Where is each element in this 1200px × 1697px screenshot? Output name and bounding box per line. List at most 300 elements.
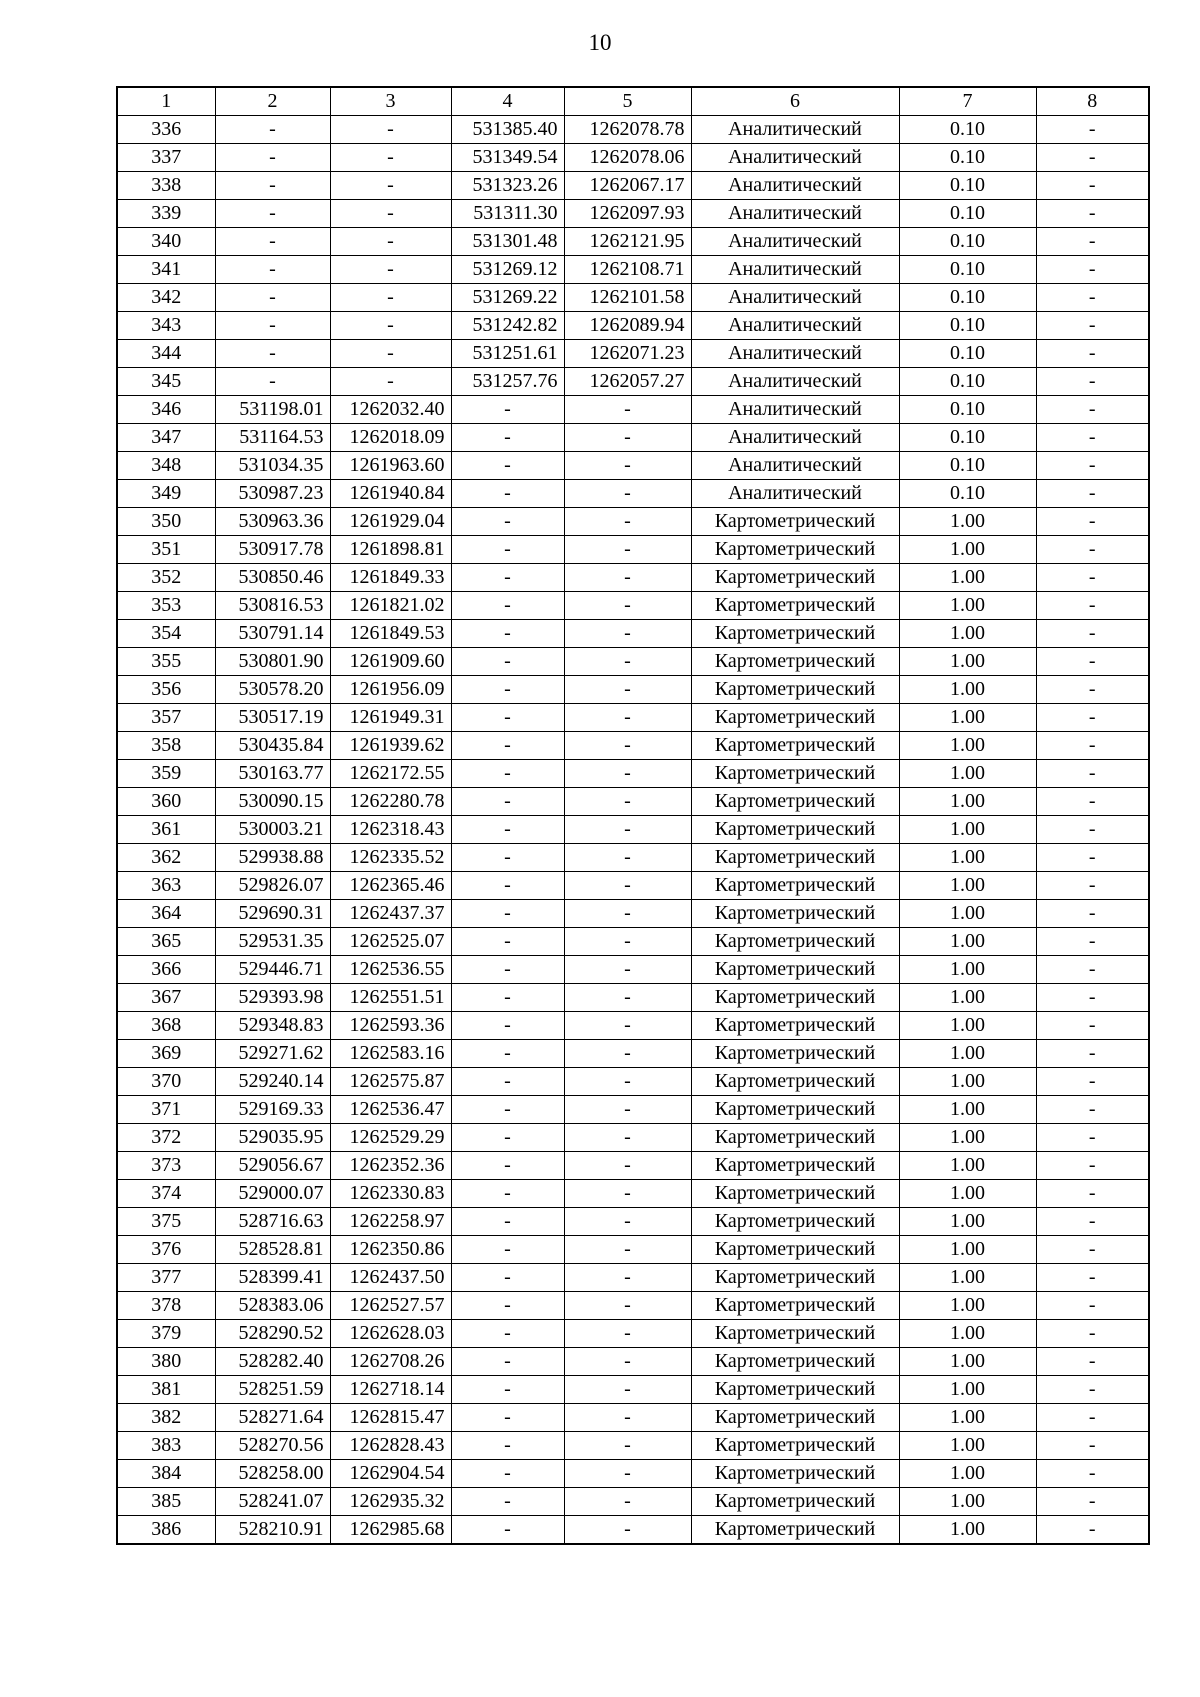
x-coordinate-cell: 530816.53: [215, 592, 330, 620]
column-header: 2: [215, 87, 330, 116]
x-coordinate-cell: 529446.71: [215, 956, 330, 984]
table-row: [117, 1460, 1149, 1488]
point-number-cell: 355: [117, 648, 215, 676]
table-row: [117, 1432, 1149, 1460]
x-coordinate-alt-cell: -: [451, 760, 564, 788]
x-coordinate-alt-cell: -: [451, 676, 564, 704]
accuracy-cell: 1.00: [899, 816, 1036, 844]
table-row: [117, 200, 1149, 228]
y-coordinate-alt-cell: -: [564, 396, 691, 424]
x-coordinate-cell: 530963.36: [215, 508, 330, 536]
description-cell: -: [1036, 284, 1149, 312]
y-coordinate-alt-cell: -: [564, 592, 691, 620]
y-coordinate-cell: 1262172.55: [330, 760, 451, 788]
y-coordinate-cell: 1262529.29: [330, 1124, 451, 1152]
y-coordinate-alt-cell: -: [564, 536, 691, 564]
y-coordinate-alt-cell: 1262057.27: [564, 368, 691, 396]
x-coordinate-alt-cell: -: [451, 1320, 564, 1348]
table-row: [117, 760, 1149, 788]
accuracy-cell: 0.10: [899, 228, 1036, 256]
x-coordinate-alt-cell: -: [451, 480, 564, 508]
point-number-cell: 344: [117, 340, 215, 368]
table-row: [117, 592, 1149, 620]
y-coordinate-alt-cell: -: [564, 620, 691, 648]
point-number-cell: 358: [117, 732, 215, 760]
x-coordinate-alt-cell: -: [451, 872, 564, 900]
table-row: [117, 1292, 1149, 1320]
x-coordinate-alt-cell: 531269.12: [451, 256, 564, 284]
table-row: [117, 144, 1149, 172]
x-coordinate-alt-cell: 531349.54: [451, 144, 564, 172]
point-number-cell: 336: [117, 116, 215, 144]
method-cell: Картометрический: [691, 1516, 899, 1545]
description-cell: -: [1036, 396, 1149, 424]
x-coordinate-alt-cell: 531242.82: [451, 312, 564, 340]
y-coordinate-cell: 1262583.16: [330, 1040, 451, 1068]
y-coordinate-alt-cell: -: [564, 1432, 691, 1460]
method-cell: Картометрический: [691, 1096, 899, 1124]
table-row: [117, 844, 1149, 872]
description-cell: -: [1036, 1040, 1149, 1068]
point-number-cell: 369: [117, 1040, 215, 1068]
description-cell: -: [1036, 1320, 1149, 1348]
y-coordinate-cell: 1261909.60: [330, 648, 451, 676]
y-coordinate-cell: -: [330, 144, 451, 172]
x-coordinate-cell: 528210.91: [215, 1516, 330, 1545]
point-number-cell: 379: [117, 1320, 215, 1348]
y-coordinate-alt-cell: -: [564, 1180, 691, 1208]
y-coordinate-cell: 1262525.07: [330, 928, 451, 956]
x-coordinate-cell: -: [215, 340, 330, 368]
description-cell: -: [1036, 1432, 1149, 1460]
table-row: [117, 256, 1149, 284]
method-cell: Аналитический: [691, 144, 899, 172]
table-row: [117, 1488, 1149, 1516]
x-coordinate-cell: 528716.63: [215, 1208, 330, 1236]
description-cell: -: [1036, 900, 1149, 928]
x-coordinate-alt-cell: -: [451, 1096, 564, 1124]
table-row: [117, 1236, 1149, 1264]
x-coordinate-cell: 530090.15: [215, 788, 330, 816]
x-coordinate-alt-cell: -: [451, 648, 564, 676]
table-row: [117, 480, 1149, 508]
point-number-cell: 338: [117, 172, 215, 200]
y-coordinate-cell: 1262330.83: [330, 1180, 451, 1208]
y-coordinate-cell: -: [330, 172, 451, 200]
table-row: [117, 1068, 1149, 1096]
table-row: [117, 1320, 1149, 1348]
description-cell: -: [1036, 508, 1149, 536]
y-coordinate-cell: 1262032.40: [330, 396, 451, 424]
point-number-cell: 365: [117, 928, 215, 956]
x-coordinate-alt-cell: -: [451, 396, 564, 424]
description-cell: -: [1036, 1152, 1149, 1180]
x-coordinate-alt-cell: -: [451, 1488, 564, 1516]
description-cell: -: [1036, 648, 1149, 676]
table-row: [117, 928, 1149, 956]
point-number-cell: 342: [117, 284, 215, 312]
y-coordinate-cell: 1262718.14: [330, 1376, 451, 1404]
y-coordinate-alt-cell: -: [564, 1208, 691, 1236]
y-coordinate-alt-cell: -: [564, 704, 691, 732]
description-cell: -: [1036, 704, 1149, 732]
accuracy-cell: 1.00: [899, 1404, 1036, 1432]
description-cell: -: [1036, 200, 1149, 228]
description-cell: -: [1036, 1012, 1149, 1040]
table-row: [117, 564, 1149, 592]
y-coordinate-cell: 1262628.03: [330, 1320, 451, 1348]
method-cell: Картометрический: [691, 1208, 899, 1236]
x-coordinate-alt-cell: -: [451, 1460, 564, 1488]
y-coordinate-alt-cell: -: [564, 1460, 691, 1488]
x-coordinate-cell: 528270.56: [215, 1432, 330, 1460]
description-cell: -: [1036, 340, 1149, 368]
table-row: [117, 1348, 1149, 1376]
y-coordinate-alt-cell: -: [564, 1516, 691, 1545]
method-cell: Картометрический: [691, 816, 899, 844]
x-coordinate-cell: 530801.90: [215, 648, 330, 676]
y-coordinate-cell: -: [330, 340, 451, 368]
accuracy-cell: 1.00: [899, 1488, 1036, 1516]
x-coordinate-cell: 531164.53: [215, 424, 330, 452]
column-header: 3: [330, 87, 451, 116]
y-coordinate-cell: -: [330, 200, 451, 228]
y-coordinate-alt-cell: -: [564, 1040, 691, 1068]
x-coordinate-alt-cell: 531311.30: [451, 200, 564, 228]
description-cell: -: [1036, 760, 1149, 788]
table-row: [117, 956, 1149, 984]
method-cell: Картометрический: [691, 956, 899, 984]
y-coordinate-alt-cell: -: [564, 1348, 691, 1376]
x-coordinate-cell: 528290.52: [215, 1320, 330, 1348]
description-cell: -: [1036, 1404, 1149, 1432]
point-number-cell: 339: [117, 200, 215, 228]
point-number-cell: 362: [117, 844, 215, 872]
method-cell: Картометрический: [691, 564, 899, 592]
point-number-cell: 375: [117, 1208, 215, 1236]
y-coordinate-alt-cell: -: [564, 1236, 691, 1264]
x-coordinate-cell: 530435.84: [215, 732, 330, 760]
table-row: [117, 648, 1149, 676]
description-cell: -: [1036, 1124, 1149, 1152]
description-cell: -: [1036, 256, 1149, 284]
y-coordinate-alt-cell: 1262108.71: [564, 256, 691, 284]
y-coordinate-cell: 1262904.54: [330, 1460, 451, 1488]
accuracy-cell: 1.00: [899, 1320, 1036, 1348]
method-cell: Аналитический: [691, 340, 899, 368]
y-coordinate-cell: 1262280.78: [330, 788, 451, 816]
point-number-cell: 383: [117, 1432, 215, 1460]
table-row: [117, 312, 1149, 340]
point-number-cell: 372: [117, 1124, 215, 1152]
y-coordinate-alt-cell: -: [564, 984, 691, 1012]
y-coordinate-alt-cell: -: [564, 648, 691, 676]
point-number-cell: 349: [117, 480, 215, 508]
method-cell: Картометрический: [691, 1068, 899, 1096]
point-number-cell: 345: [117, 368, 215, 396]
accuracy-cell: 1.00: [899, 956, 1036, 984]
accuracy-cell: 1.00: [899, 1208, 1036, 1236]
accuracy-cell: 1.00: [899, 732, 1036, 760]
x-coordinate-cell: 530517.19: [215, 704, 330, 732]
table-row: [117, 1516, 1149, 1545]
method-cell: Аналитический: [691, 452, 899, 480]
description-cell: -: [1036, 480, 1149, 508]
y-coordinate-cell: 1262708.26: [330, 1348, 451, 1376]
x-coordinate-alt-cell: -: [451, 1432, 564, 1460]
accuracy-cell: 1.00: [899, 928, 1036, 956]
table-row: [117, 984, 1149, 1012]
x-coordinate-cell: 528399.41: [215, 1264, 330, 1292]
x-coordinate-alt-cell: -: [451, 620, 564, 648]
y-coordinate-alt-cell: 1262078.78: [564, 116, 691, 144]
x-coordinate-alt-cell: -: [451, 1124, 564, 1152]
method-cell: Картометрический: [691, 844, 899, 872]
y-coordinate-cell: -: [330, 284, 451, 312]
table-body: [117, 116, 1149, 1545]
y-coordinate-cell: 1262335.52: [330, 844, 451, 872]
method-cell: Аналитический: [691, 116, 899, 144]
method-cell: Картометрический: [691, 1012, 899, 1040]
accuracy-cell: 1.00: [899, 1152, 1036, 1180]
point-number-cell: 381: [117, 1376, 215, 1404]
description-cell: -: [1036, 116, 1149, 144]
x-coordinate-cell: 530850.46: [215, 564, 330, 592]
x-coordinate-alt-cell: 531385.40: [451, 116, 564, 144]
description-cell: -: [1036, 536, 1149, 564]
description-cell: -: [1036, 172, 1149, 200]
accuracy-cell: 1.00: [899, 760, 1036, 788]
description-cell: -: [1036, 452, 1149, 480]
method-cell: Картометрический: [691, 872, 899, 900]
x-coordinate-cell: 529169.33: [215, 1096, 330, 1124]
table-row: [117, 1208, 1149, 1236]
y-coordinate-cell: 1262985.68: [330, 1516, 451, 1545]
description-cell: -: [1036, 844, 1149, 872]
method-cell: Картометрический: [691, 1488, 899, 1516]
x-coordinate-alt-cell: -: [451, 1068, 564, 1096]
x-coordinate-alt-cell: -: [451, 1236, 564, 1264]
description-cell: -: [1036, 1348, 1149, 1376]
point-number-cell: 385: [117, 1488, 215, 1516]
description-cell: -: [1036, 620, 1149, 648]
description-cell: -: [1036, 144, 1149, 172]
x-coordinate-alt-cell: -: [451, 452, 564, 480]
y-coordinate-cell: 1262536.47: [330, 1096, 451, 1124]
description-cell: -: [1036, 1488, 1149, 1516]
point-number-cell: 384: [117, 1460, 215, 1488]
accuracy-cell: 1.00: [899, 648, 1036, 676]
accuracy-cell: 0.10: [899, 312, 1036, 340]
x-coordinate-alt-cell: 531323.26: [451, 172, 564, 200]
x-coordinate-cell: 529826.07: [215, 872, 330, 900]
point-number-cell: 348: [117, 452, 215, 480]
table-row: [117, 1152, 1149, 1180]
point-number-cell: 357: [117, 704, 215, 732]
method-cell: Картометрический: [691, 592, 899, 620]
description-cell: -: [1036, 1376, 1149, 1404]
x-coordinate-cell: 529531.35: [215, 928, 330, 956]
y-coordinate-alt-cell: 1262097.93: [564, 200, 691, 228]
x-coordinate-alt-cell: -: [451, 928, 564, 956]
table-row: [117, 788, 1149, 816]
accuracy-cell: 1.00: [899, 984, 1036, 1012]
table-row: [117, 284, 1149, 312]
x-coordinate-cell: -: [215, 172, 330, 200]
description-cell: -: [1036, 1180, 1149, 1208]
x-coordinate-cell: 528528.81: [215, 1236, 330, 1264]
y-coordinate-alt-cell: 1262071.23: [564, 340, 691, 368]
method-cell: Картометрический: [691, 620, 899, 648]
accuracy-cell: 1.00: [899, 872, 1036, 900]
table-row: [117, 704, 1149, 732]
x-coordinate-alt-cell: -: [451, 1180, 564, 1208]
x-coordinate-cell: 530987.23: [215, 480, 330, 508]
point-number-cell: 350: [117, 508, 215, 536]
y-coordinate-alt-cell: -: [564, 424, 691, 452]
y-coordinate-alt-cell: -: [564, 872, 691, 900]
method-cell: Картометрический: [691, 536, 899, 564]
y-coordinate-alt-cell: 1262089.94: [564, 312, 691, 340]
y-coordinate-alt-cell: -: [564, 480, 691, 508]
point-number-cell: 367: [117, 984, 215, 1012]
column-header: 8: [1036, 87, 1149, 116]
accuracy-cell: 1.00: [899, 564, 1036, 592]
accuracy-cell: 1.00: [899, 1460, 1036, 1488]
x-coordinate-cell: 529938.88: [215, 844, 330, 872]
description-cell: -: [1036, 1460, 1149, 1488]
accuracy-cell: 0.10: [899, 368, 1036, 396]
accuracy-cell: 1.00: [899, 508, 1036, 536]
accuracy-cell: 0.10: [899, 424, 1036, 452]
description-cell: -: [1036, 312, 1149, 340]
y-coordinate-alt-cell: -: [564, 676, 691, 704]
method-cell: Картометрический: [691, 928, 899, 956]
description-cell: -: [1036, 1096, 1149, 1124]
y-coordinate-cell: 1262575.87: [330, 1068, 451, 1096]
method-cell: Картометрический: [691, 900, 899, 928]
accuracy-cell: 1.00: [899, 1040, 1036, 1068]
description-cell: -: [1036, 228, 1149, 256]
description-cell: -: [1036, 788, 1149, 816]
accuracy-cell: 0.10: [899, 340, 1036, 368]
y-coordinate-cell: 1261898.81: [330, 536, 451, 564]
y-coordinate-cell: 1262318.43: [330, 816, 451, 844]
point-number-cell: 370: [117, 1068, 215, 1096]
x-coordinate-cell: 529000.07: [215, 1180, 330, 1208]
accuracy-cell: 0.10: [899, 452, 1036, 480]
method-cell: Картометрический: [691, 1264, 899, 1292]
y-coordinate-cell: 1261849.33: [330, 564, 451, 592]
table-row: [117, 424, 1149, 452]
accuracy-cell: 1.00: [899, 1012, 1036, 1040]
column-header: 1: [117, 87, 215, 116]
table-row: [117, 452, 1149, 480]
point-number-cell: 363: [117, 872, 215, 900]
table-row: [117, 172, 1149, 200]
description-cell: -: [1036, 816, 1149, 844]
y-coordinate-cell: 1262350.86: [330, 1236, 451, 1264]
table-row: [117, 368, 1149, 396]
point-number-cell: 356: [117, 676, 215, 704]
x-coordinate-cell: -: [215, 144, 330, 172]
point-number-cell: 386: [117, 1516, 215, 1545]
accuracy-cell: 1.00: [899, 900, 1036, 928]
column-header: 4: [451, 87, 564, 116]
description-cell: -: [1036, 424, 1149, 452]
y-coordinate-cell: -: [330, 368, 451, 396]
x-coordinate-alt-cell: -: [451, 536, 564, 564]
table-row: [117, 1264, 1149, 1292]
method-cell: Аналитический: [691, 396, 899, 424]
x-coordinate-cell: -: [215, 312, 330, 340]
method-cell: Картометрический: [691, 732, 899, 760]
x-coordinate-cell: 529348.83: [215, 1012, 330, 1040]
accuracy-cell: 1.00: [899, 1264, 1036, 1292]
table-row: [117, 1180, 1149, 1208]
y-coordinate-alt-cell: -: [564, 844, 691, 872]
x-coordinate-cell: 529271.62: [215, 1040, 330, 1068]
y-coordinate-alt-cell: -: [564, 1292, 691, 1320]
coordinates-table: [116, 86, 1150, 1545]
point-number-cell: 368: [117, 1012, 215, 1040]
accuracy-cell: 1.00: [899, 704, 1036, 732]
page-number: 10: [588, 30, 612, 55]
x-coordinate-cell: 529393.98: [215, 984, 330, 1012]
y-coordinate-alt-cell: -: [564, 1012, 691, 1040]
y-coordinate-cell: 1261940.84: [330, 480, 451, 508]
method-cell: Аналитический: [691, 368, 899, 396]
y-coordinate-alt-cell: -: [564, 508, 691, 536]
method-cell: Аналитический: [691, 424, 899, 452]
point-number-cell: 373: [117, 1152, 215, 1180]
x-coordinate-alt-cell: -: [451, 1292, 564, 1320]
method-cell: Картометрический: [691, 1320, 899, 1348]
x-coordinate-alt-cell: -: [451, 1348, 564, 1376]
y-coordinate-cell: 1261929.04: [330, 508, 451, 536]
y-coordinate-cell: 1262018.09: [330, 424, 451, 452]
method-cell: Картометрический: [691, 1180, 899, 1208]
y-coordinate-alt-cell: -: [564, 564, 691, 592]
method-cell: Аналитический: [691, 256, 899, 284]
y-coordinate-alt-cell: -: [564, 1376, 691, 1404]
x-coordinate-alt-cell: -: [451, 1264, 564, 1292]
accuracy-cell: 0.10: [899, 256, 1036, 284]
x-coordinate-alt-cell: -: [451, 1152, 564, 1180]
y-coordinate-cell: 1262352.36: [330, 1152, 451, 1180]
y-coordinate-cell: 1262527.57: [330, 1292, 451, 1320]
table-row: [117, 228, 1149, 256]
table-row: [117, 1124, 1149, 1152]
method-cell: Картометрический: [691, 648, 899, 676]
y-coordinate-alt-cell: -: [564, 1096, 691, 1124]
description-cell: -: [1036, 1264, 1149, 1292]
y-coordinate-alt-cell: -: [564, 788, 691, 816]
x-coordinate-alt-cell: -: [451, 592, 564, 620]
x-coordinate-alt-cell: -: [451, 816, 564, 844]
x-coordinate-cell: 531034.35: [215, 452, 330, 480]
y-coordinate-alt-cell: -: [564, 1404, 691, 1432]
accuracy-cell: 1.00: [899, 1516, 1036, 1545]
method-cell: Картометрический: [691, 1460, 899, 1488]
y-coordinate-cell: -: [330, 312, 451, 340]
table-row: [117, 1012, 1149, 1040]
y-coordinate-alt-cell: -: [564, 900, 691, 928]
method-cell: Картометрический: [691, 676, 899, 704]
y-coordinate-alt-cell: -: [564, 956, 691, 984]
description-cell: -: [1036, 1516, 1149, 1545]
y-coordinate-alt-cell: 1262067.17: [564, 172, 691, 200]
